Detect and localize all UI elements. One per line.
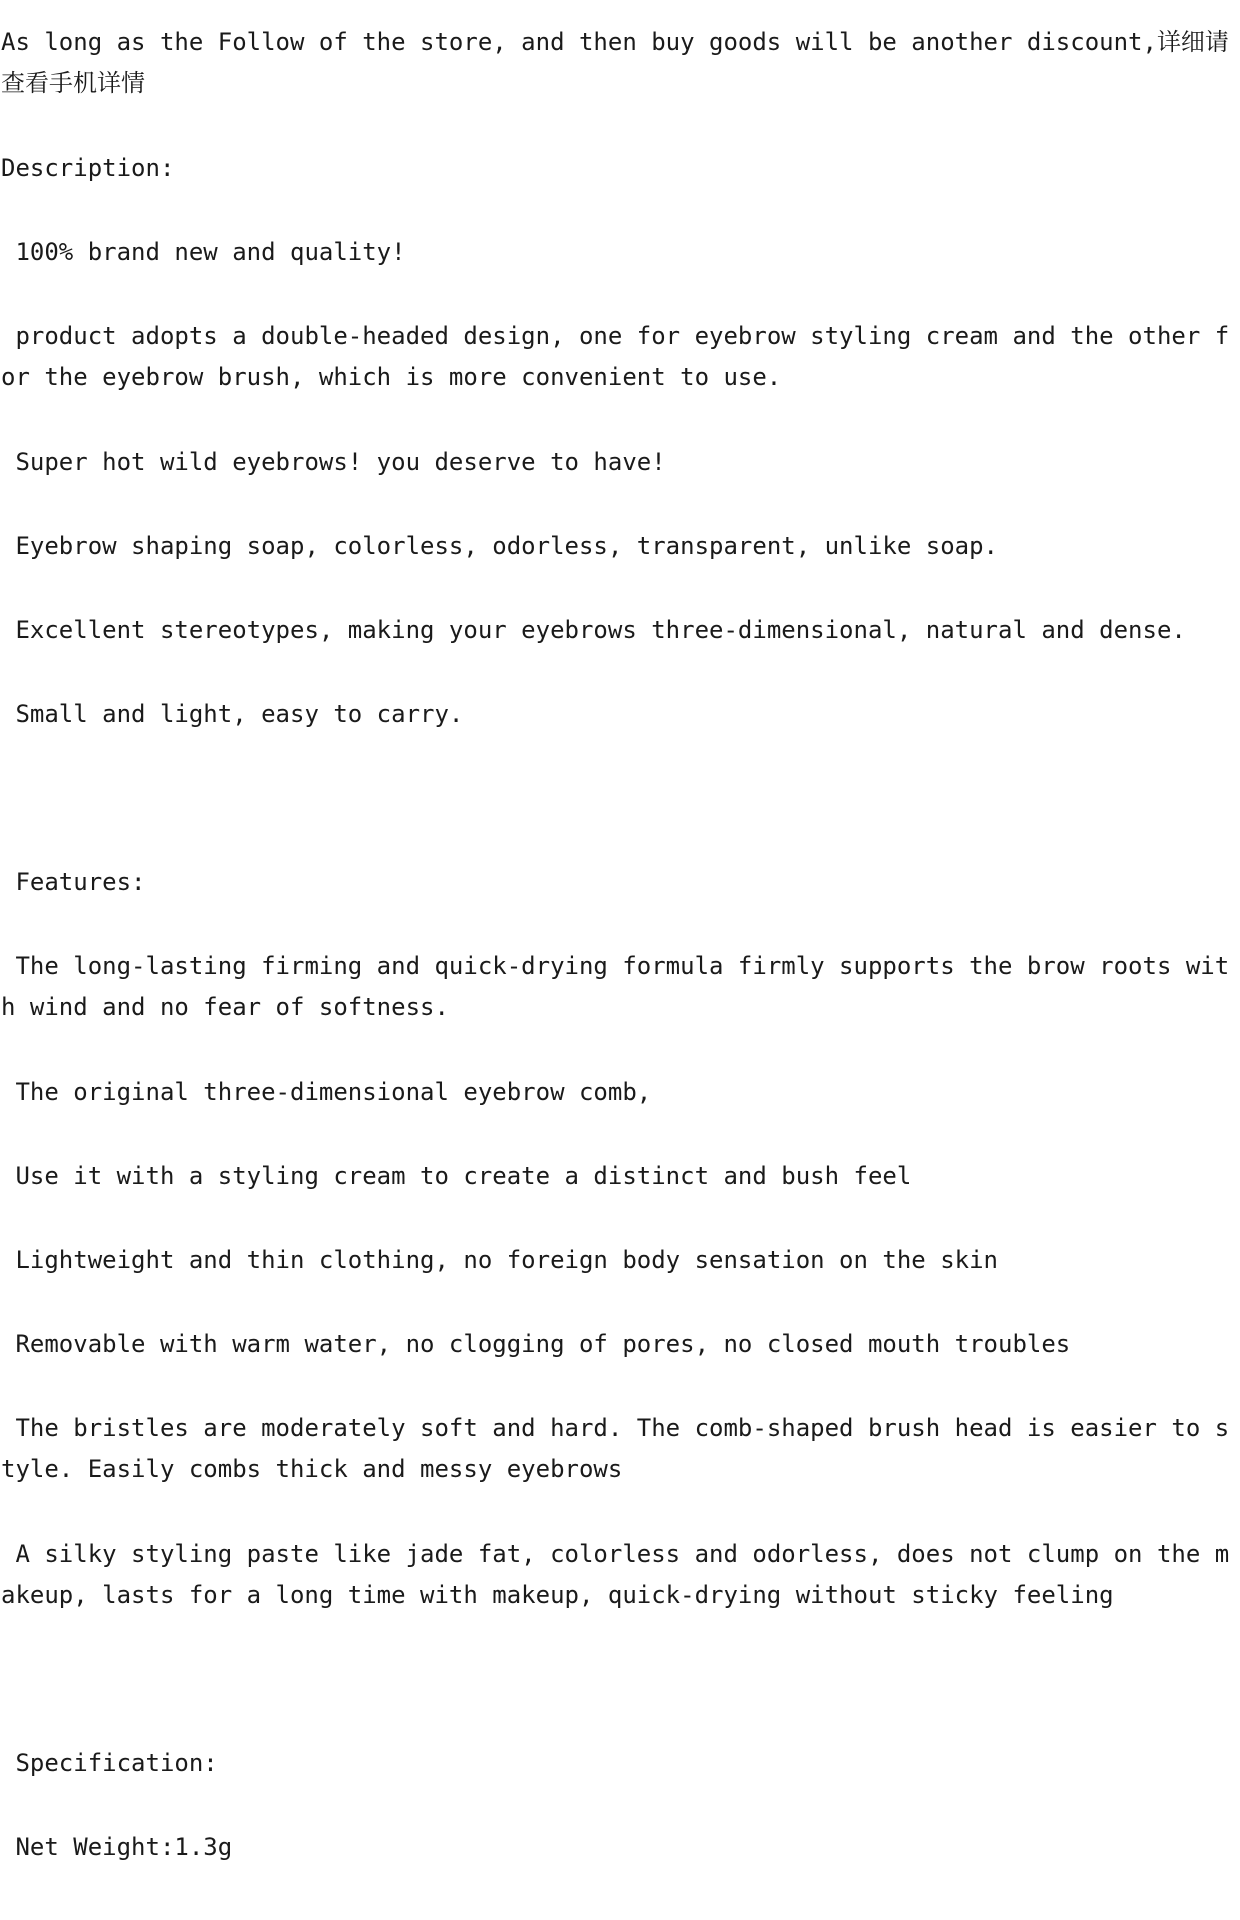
specification-heading: Specification: [1, 1749, 218, 1777]
description-item: product adopts a double-headed design, one for eyebrow styling cream and the other for the eyebrow brush, which is more convenient to use. [1, 322, 1230, 391]
description-item: Super hot wild eyebrows! you deserve to have! [1, 448, 666, 476]
feature-item: Lightweight and thin clothing, no foreign body sensation on the skin [1, 1246, 998, 1274]
feature-item: Removable with warm water, no clogging of pores, no closed mouth troubles [1, 1330, 1071, 1358]
feature-item: The long-lasting firming and quick-drying formula firmly supports the brow roots with wind and no fear of softness. [1, 952, 1230, 1021]
description-item: Eyebrow shaping soap, colorless, odorless, transparent, unlike soap. [1, 532, 998, 560]
feature-item: The bristles are moderately soft and hard. The comb-shaped brush head is easier to style. Easily combs thick and messy eyebrows [1, 1414, 1230, 1483]
feature-item: Use it with a styling cream to create a distinct and bush feel [1, 1162, 912, 1190]
intro-discount-note: As long as the Follow of the store, and then buy goods will be another discount,详细请查看手机详情 [1, 28, 1229, 97]
description-heading: Description: [1, 154, 175, 182]
description-item: Small and light, easy to carry. [1, 700, 464, 728]
feature-item: A silky styling paste like jade fat, colorless and odorless, does not clump on the makeup, lasts for a long time with makeup, quick-drying without sticky feeling [1, 1540, 1230, 1609]
feature-item: The original three-dimensional eyebrow comb, [1, 1078, 652, 1106]
features-heading: Features: [1, 868, 146, 896]
description-item: 100% brand new and quality! [1, 238, 406, 266]
specification-net-weight: Net Weight:1.3g [1, 1833, 233, 1861]
description-item: Excellent stereotypes, making your eyebrows three-dimensional, natural and dense. [1, 616, 1186, 644]
